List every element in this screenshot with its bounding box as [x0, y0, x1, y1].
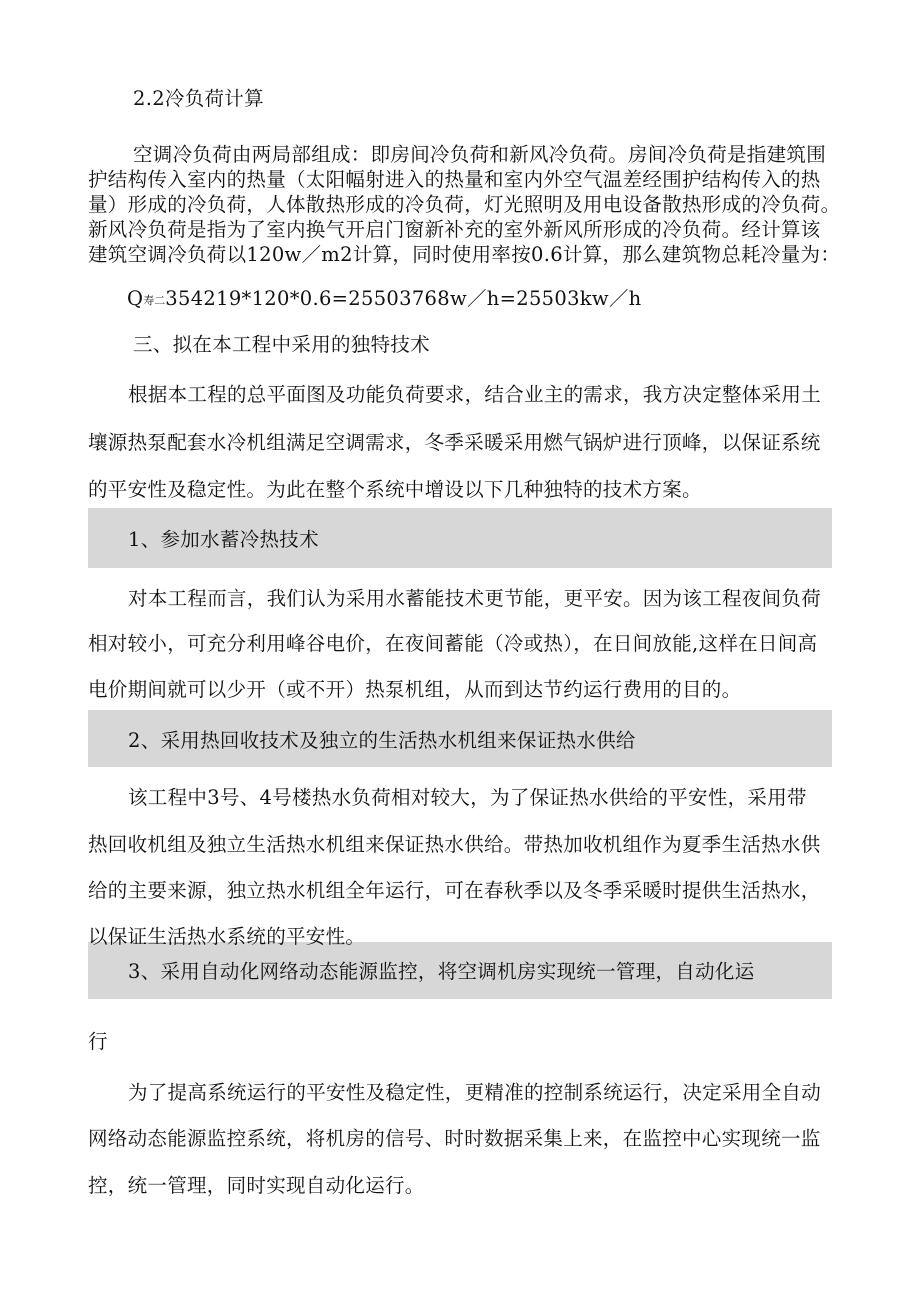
formula-subscript: 寿二	[143, 294, 166, 307]
paragraph-line: 相对较小，可充分利用峰谷电价，在夜间蓄能（冷或热），在日间放能,这样在日间高	[88, 632, 818, 655]
item-title: 3、采用自动化网络动态能源监控，将空调机房实现统一管理，自动化运	[128, 960, 755, 983]
paragraph-line: 网络动态能源监控系统，将机房的信号、时时数据采集上来，在监控中心实现统一监	[88, 1127, 821, 1150]
item-title: 1、参加水蓄冷热技术	[128, 528, 319, 551]
paragraph-line: 给的主要来源，独立热水机组全年运行，可在春秋季以及冬季采暖时提供生活热水，	[88, 879, 821, 902]
paragraph-line: 控，统一管理，同时实现自动化运行。	[88, 1174, 425, 1197]
formula	[127, 287, 642, 313]
formula-symbol: Q	[127, 287, 144, 310]
paragraph-line: 建筑空调冷负荷以120w／m2计算，同时使用率按0.6计算，那么建筑物总耗冷量为：	[88, 243, 841, 266]
formula-expression: 354219*120*0.6=25503768w／h=25503kw／h	[165, 287, 642, 310]
paragraph-line: 对本工程而言，我们认为采用水蓄能技术更节能，更平安。因为该工程夜间负荷	[128, 587, 822, 610]
paragraph-line: 护结构传入室内的热量（太阳幅射进入的热量和室内外空气温差经围护结构传入的热	[88, 168, 821, 191]
paragraph-line: 根据本工程的总平面图及功能负荷要求，结合业主的需求，我方决定整体采用土	[128, 383, 822, 406]
paragraph-line: 该工程中3号、4号楼热水负荷相对较大，为了保证热水供给的平安性，采用带	[128, 786, 807, 809]
paragraph-line: 热回收机组及独立生活热水机组来保证热水供给。带热加收机组作为夏季生活热水供	[88, 833, 821, 856]
paragraph-line: 以保证生活热水系统的平安性。	[88, 925, 366, 948]
section-heading: 三、拟在本工程中采用的独特技术	[133, 333, 431, 356]
paragraph-line: 为了提高系统运行的平安性及稳定性，更精准的控制系统运行，决定采用全自动	[128, 1081, 822, 1104]
item-title-wrap: 行	[88, 1030, 108, 1053]
paragraph-line: 新风冷负荷是指为了室内换气开启门窗新补充的室外新风所形成的冷负荷。经计算该	[88, 218, 821, 241]
section-heading: 2.2冷负荷计算	[133, 87, 264, 110]
paragraph-line: 的平安性及稳定性。为此在整个系统中增设以下几种独特的技术方案。	[88, 478, 702, 501]
paragraph-line: 电价期间就可以少开（或不开）热泵机组，从而到达节约运行费用的目的。	[88, 678, 742, 701]
paragraph-line: 量）形成的冷负荷，人体散热形成的冷负荷，灯光照明及用电设备散热形成的冷负荷。	[88, 193, 841, 216]
item-title: 2、采用热回收技术及独立的生活热水机组来保证热水供给	[128, 729, 636, 752]
paragraph-line: 空调冷负荷由两局部组成：即房间冷负荷和新风冷负荷。房间冷负荷是指建筑围	[133, 143, 827, 166]
paragraph-line: 壤源热泵配套水冷机组满足空调需求，冬季采暖采用燃气锅炉进行顶峰，以保证系统	[88, 431, 821, 454]
